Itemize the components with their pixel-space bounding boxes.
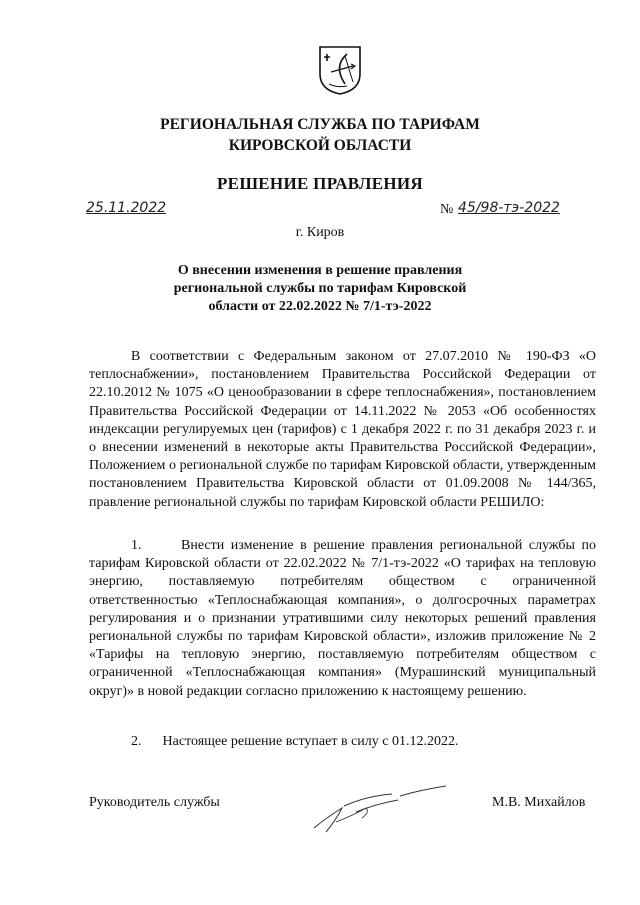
preamble-paragraph: В соответствии с Федеральным законом от 27.07.2010 № 190-ФЗ «О теплоснабжении», постановлением Правительства Российской Федерации от 22.10.2012 № 1075 «О ценообразовании в сфере теплоснабжения», постановлением Правительства Российской Федерации от 14.11.2022 № 2053 «Об особенностях индексации регулируемых цен (тарифов) с 1 декабря 2022 г. по 31 декабря 2023 г. и о внесении изменений в некоторые акты Правительства Российской Федерации», Положением о региональной службе по тарифам Кировской области, утвержденным постановлением Правительства Кировской области от 01.09.2008 № 144/365, правление региональной службы по тарифам Кировской области РЕШИЛО: [89,349,596,510]
organization-name-line2: КИРОВСКОЙ ОБЛАСТИ [228,137,412,154]
decision-number: 45/98-тэ-2022 [458,200,560,216]
number-label: № [440,202,454,217]
decision-item-2: 2. Настоящее решение вступает в силу с 01.12.2022. [131,734,459,749]
city: г. Киров [295,225,345,240]
document-subject: О внесении изменения в решение правления региональной службы по тарифам Кировской области от 22.02.2022 № 7/1-тэ-2022 [173,263,467,314]
organization-name-line1: РЕГИОНАЛЬНАЯ СЛУЖБА ПО ТАРИФАМ [160,116,480,133]
decision-date: 25.11.2022 [86,200,167,216]
decision-item-1: 1. Внести изменение в решение правления региональной службы по тарифам Кировской области от 22.02.2022 № 7/1-тэ-2022 «О тарифах на тепловую энергию, поставляемую потребителям обществом с ограниченной ответственностью «Теплоснабжающая компания», о долгосрочных параметрах регулирования и о признании утратившими силу некоторых решений правления региональной службы по тарифам Кировской области», изложив приложение № 2 «Тарифы на тепловую энергию, поставляемую потребителям обществом с ограниченной «Теплоснабжающая компания» (Мурашинский муниципальный округ)» в новой редакции согласно приложению к настоящему решению. [89,538,596,699]
decision-title: РЕШЕНИЕ ПРАВЛЕНИЯ [217,174,423,193]
signatory-position: Руководитель службы [89,795,220,810]
coat-of-arms-icon [317,44,363,96]
signatory-name: М.В. Михайлов [492,795,586,810]
handwritten-signature-icon [296,778,456,838]
